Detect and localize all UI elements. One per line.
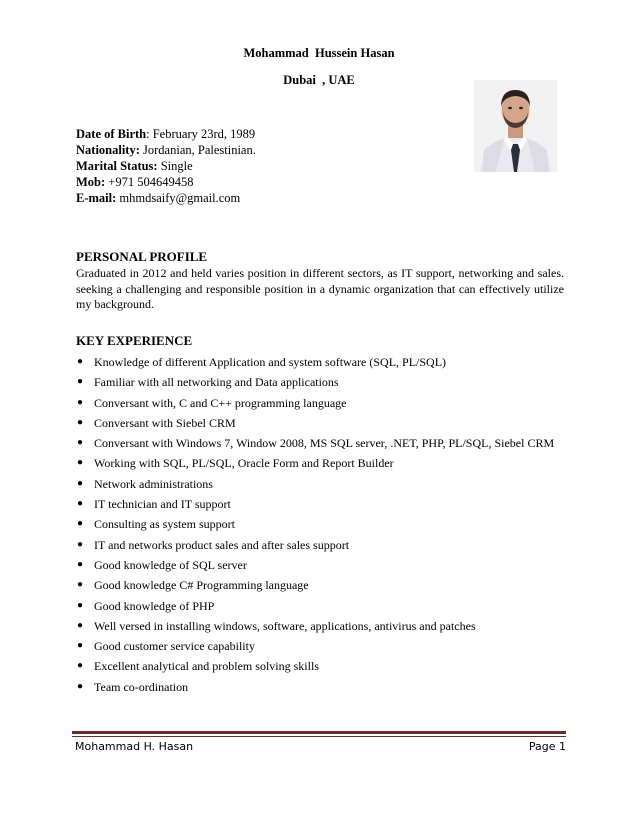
experience-item-text: Good knowledge of PHP [94, 598, 215, 613]
dob-sep: : [146, 127, 153, 141]
bullet-icon: ● [77, 538, 84, 550]
list-item [76, 433, 576, 453]
experience-list [76, 352, 576, 697]
bullet-icon: ● [77, 558, 84, 570]
candidate-location: Dubai , UAE [283, 73, 355, 87]
experience-item-text: Conversant with Siebel CRM [94, 415, 236, 430]
experience-item-text: Well versed in installing windows, software, applications, antivirus and patches [94, 618, 476, 633]
experience-item-text: Knowledge of different Application and system software (SQL, PL/SQL) [94, 355, 447, 369]
experience-item-text: Working with SQL, PL/SQL, Oracle Form and Report Builder [94, 456, 394, 471]
experience-item-text: Consulting as system support [94, 517, 236, 532]
list-item [76, 656, 576, 676]
list-item [76, 535, 576, 555]
list-item [76, 393, 576, 413]
marital-label: Marital Status: [76, 159, 158, 173]
mobile-label: Mob: [76, 175, 106, 189]
list-item [76, 413, 576, 433]
email-value[interactable]: mhmdsaify@gmail.com [119, 191, 241, 205]
footer-author: Mohammad H. Hasan [75, 740, 194, 753]
footer-page-number: Page 1 [528, 740, 566, 753]
dob-label: Date of Birth [76, 127, 147, 141]
experience-item-text: Conversant with, C and C++ programming language [94, 395, 347, 410]
nationality-label: Nationality: [76, 143, 140, 157]
bullet-icon: ● [77, 498, 84, 510]
footer-divider-thick [72, 731, 566, 734]
bullet-icon: ● [77, 376, 84, 388]
mobile-value: +971 504649458 [108, 175, 194, 189]
info-row-email [76, 190, 256, 206]
bullet-icon: ● [77, 457, 84, 469]
bullet-icon: ● [77, 680, 84, 692]
profile-photo [474, 80, 557, 172]
portrait-illustration [474, 80, 557, 172]
info-row-dob [76, 126, 256, 142]
bullet-icon: ● [77, 396, 84, 408]
footer-divider-thin [72, 736, 566, 737]
experience-item-text: Network administrations [94, 476, 213, 491]
profile-text: Graduated in 2012 and held varies position in different sectors, as IT support, networking and sales. seeking a challenging and responsible position in a dynamic organization that can effectively utilize my background. [76, 266, 564, 311]
experience-item-text: Good customer service capability [94, 639, 255, 654]
experience-item-text: Familiar with all networking and Data applications [94, 375, 339, 390]
list-item [76, 636, 576, 656]
list-item [76, 474, 576, 494]
experience-item-text: Good knowledge C# Programming language [94, 578, 309, 593]
list-item [76, 555, 576, 575]
experience-item-text: Conversant with Windows 7, Window 2008, MS SQL server, .NET, PHP, PL/SQL, Siebel CRM [94, 436, 555, 451]
list-item [76, 494, 576, 514]
marital-value: Single [160, 159, 193, 173]
experience-item-text: Team co-ordination [94, 679, 189, 694]
bullet-icon: ● [77, 416, 84, 428]
candidate-name: Mohammad Hussein Hasan [243, 46, 395, 60]
list-item [76, 616, 576, 636]
experience-heading: KEY EXPERIENCE [76, 333, 193, 348]
list-item [76, 596, 576, 616]
email-label: E-mail: [76, 191, 117, 205]
info-row-nationality [76, 142, 256, 158]
list-item [76, 677, 576, 697]
experience-item-text: Good knowledge of SQL server [94, 557, 247, 572]
list-item [76, 453, 576, 473]
info-row-marital [76, 158, 256, 174]
bullet-icon: ● [77, 640, 84, 652]
dob-value: February 23rd, 1989 [152, 127, 256, 141]
bullet-icon: ● [77, 437, 84, 449]
list-item [76, 372, 576, 392]
bullet-icon: ● [77, 579, 84, 591]
experience-item-text: IT and networks product sales and after sales support [94, 537, 350, 552]
personal-info [76, 126, 256, 206]
list-item [76, 514, 576, 534]
bullet-icon: ● [77, 356, 84, 367]
list-item [76, 575, 576, 595]
info-row-mobile [76, 174, 256, 190]
bullet-icon: ● [77, 477, 84, 489]
nationality-value: Jordanian, Palestinian. [143, 143, 256, 157]
list-item [76, 352, 576, 372]
experience-item-text: IT technician and IT support [94, 497, 231, 512]
experience-item-text: Excellent analytical and problem solving skills [94, 659, 319, 674]
bullet-icon: ● [77, 599, 84, 611]
profile-heading: PERSONAL PROFILE [76, 249, 208, 264]
bullet-icon: ● [77, 660, 84, 672]
bullet-icon: ● [77, 518, 84, 530]
bullet-icon: ● [77, 619, 84, 631]
